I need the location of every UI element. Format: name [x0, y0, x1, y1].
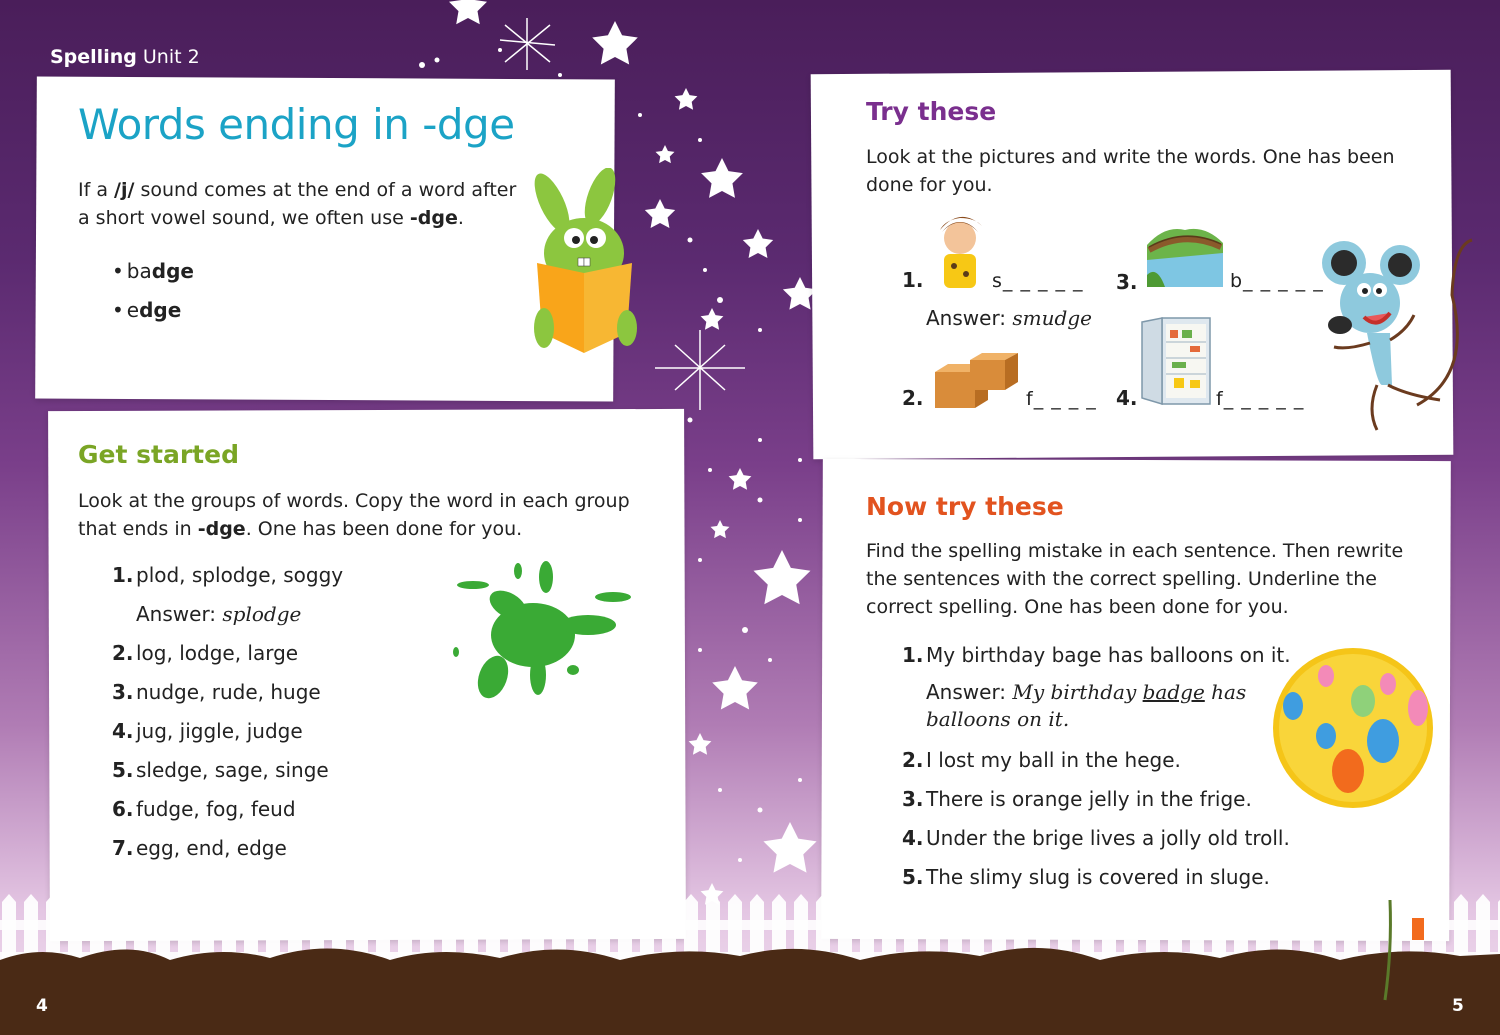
get-started-list [112, 560, 343, 872]
list-item: 1. plod, splodge, soggy [112, 563, 344, 587]
page-number-right: 5 [1452, 996, 1464, 1016]
answer-blank[interactable]: s_ _ _ _ _ [992, 270, 1084, 292]
now-try-these-title: Now try these [866, 492, 1064, 521]
sound-symbol: /j/ [114, 179, 135, 201]
ending-label: -dge [409, 207, 458, 229]
intro-text: If a /j/ sound comes at the end of a word after a short vowel sound, we often use -dge. [78, 179, 517, 229]
fudge-picture [930, 350, 1025, 412]
rabbit-reading-illustration [522, 168, 652, 358]
mouse-illustration [1322, 235, 1482, 440]
example-item: • edge [112, 298, 182, 322]
page-number-left: 4 [36, 996, 48, 1016]
list-item: 5. The slimy slug is covered in sluge. [902, 865, 1270, 889]
fridge-picture [1140, 316, 1215, 408]
unit-label [50, 46, 200, 68]
list-item: 7. egg, end, edge [112, 836, 287, 860]
list-item: 2. I lost my ball in the hege. [902, 748, 1181, 772]
green-splodge-illustration [448, 555, 638, 705]
example-list [112, 252, 194, 330]
now-try-these-list [902, 640, 1291, 901]
unit-number: Unit 2 [142, 46, 200, 68]
answer-blank[interactable]: f_ _ _ _ [1026, 388, 1097, 410]
answer-example: Answer: splodge [136, 602, 302, 626]
picture-item-4: 4. [1116, 386, 1138, 410]
picture-item-1: 1. [902, 268, 924, 292]
list-item: 3. nudge, rude, huge [112, 680, 321, 704]
page-title: Words ending in -dge [78, 100, 515, 149]
list-item: 1. My birthday bage has balloons on it. [902, 643, 1291, 667]
get-started-instructions: Look at the groups of words. Copy the word in each group that ends in -dge. One has been done for you. [78, 490, 630, 540]
list-item: 5. sledge, sage, singe [112, 758, 329, 782]
list-item: 2. log, lodge, large [112, 641, 299, 665]
list-item: 3. There is orange jelly in the frige. [902, 787, 1252, 811]
bridge-picture [1145, 225, 1225, 293]
answer-blank[interactable]: b_ _ _ _ _ [1230, 270, 1324, 292]
answer-blank[interactable]: f_ _ _ _ _ [1216, 388, 1305, 410]
picture-item-2: 2. [902, 386, 924, 410]
list-item: 4. Under the brige lives a jolly old troll. [902, 826, 1290, 850]
balloon-badge-illustration [1268, 646, 1438, 811]
example-item: • badge [112, 259, 194, 283]
subject-label: Spelling [50, 46, 137, 68]
try-these-instructions: Look at the pictures and write the words. One has been done for you. [866, 146, 1395, 196]
picture-item-3: 3. [1116, 270, 1138, 294]
muddy-boy-picture [930, 208, 990, 293]
try-these-title: Try these [866, 97, 997, 126]
underlined-word: badge [1142, 680, 1205, 704]
answer-example: Answer: My birthday badge has balloons on it. [926, 680, 1247, 731]
now-try-these-instructions: Find the spelling mistake in each sentence. Then rewrite the sentences with the correct spelling. Underline the correct spelling. One has been done for you. [866, 540, 1404, 618]
list-item: 6. fudge, fog, feud [112, 797, 296, 821]
list-item: 4. jug, jiggle, judge [112, 719, 303, 743]
try-these-answer: Answer: smudge [926, 306, 1092, 330]
get-started-title: Get started [78, 440, 239, 469]
fence-and-soil-decoration [0, 890, 1500, 1035]
